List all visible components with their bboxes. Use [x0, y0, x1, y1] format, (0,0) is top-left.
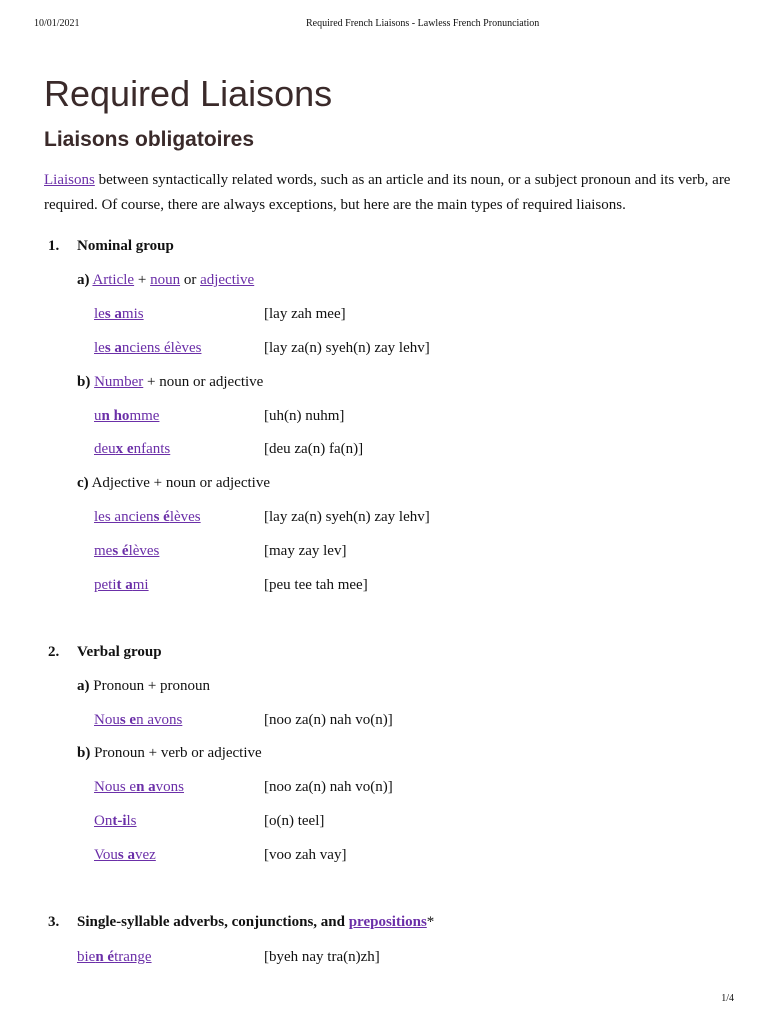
pronunciation: [noo za(n) nah vo(n)]	[264, 712, 393, 728]
or-text: or	[180, 272, 201, 288]
example-liaison: n a	[136, 779, 156, 795]
intro-paragraph	[44, 168, 734, 218]
section-1-title: Nominal group	[77, 238, 174, 254]
example-liaison: s é	[112, 543, 129, 559]
example-post: vez	[135, 847, 156, 863]
example-post: ls	[126, 813, 137, 829]
example-liaison: s e	[119, 712, 137, 728]
example-pre: Nous e	[94, 779, 137, 795]
example-pre: On	[94, 813, 113, 829]
example-link[interactable]	[94, 543, 159, 560]
example-liaison: n é	[95, 949, 115, 965]
pronunciation: [uh(n) nuhm]	[264, 408, 345, 424]
article-link[interactable]: Article	[92, 272, 135, 288]
example-link[interactable]	[94, 441, 170, 458]
example-link[interactable]	[94, 408, 159, 425]
print-date: 10/01/2021	[34, 18, 80, 29]
number-link[interactable]: Number	[94, 374, 144, 390]
section-1c-heading	[77, 475, 270, 492]
example-post: trange	[114, 949, 152, 965]
example-post: lèves	[169, 509, 201, 525]
sub-letter: b)	[77, 745, 91, 761]
page-title: Required Liaisons	[44, 73, 333, 114]
pronunciation: [lay zah mee]	[264, 306, 346, 322]
sub-text: Adjective + noun or adjective	[88, 475, 270, 491]
sub-letter: c)	[77, 475, 89, 491]
example-post: mis	[121, 306, 144, 322]
section-3-number: 3.	[48, 914, 60, 930]
intro-text: between syntactically related words, such as an article and its noun, or a subject pronoun and its verb, are required. Of course, there are always exceptions, but here are the main types of required liaisons.	[44, 172, 731, 213]
example-liaison: n ho	[101, 408, 130, 424]
section-2b-heading	[77, 745, 262, 762]
section-1-number: 1.	[48, 238, 60, 254]
sub-letter: b)	[77, 374, 91, 390]
example-liaison: s a	[104, 340, 122, 356]
sub-letter: a)	[77, 272, 90, 288]
section-3-title-text: Single-syllable adverbs, conjunctions, and	[77, 914, 349, 930]
example-post: n avons	[136, 712, 183, 728]
section-2a-heading	[77, 678, 210, 695]
pronunciation: [noo za(n) nah vo(n)]	[264, 779, 393, 795]
example-pre: deu	[94, 441, 116, 457]
example-liaison: t a	[116, 577, 133, 593]
example-link[interactable]	[94, 779, 184, 796]
asterisk: *	[426, 914, 435, 930]
section-1a-heading	[77, 272, 254, 289]
noun-link[interactable]: noun	[150, 272, 181, 288]
example-pre: me	[94, 543, 113, 559]
page-number: 1/4	[721, 993, 734, 1004]
example-post: nfants	[133, 441, 171, 457]
example-pre: le	[94, 340, 105, 356]
example-pre: peti	[94, 577, 117, 593]
example-pre: les ancien	[94, 509, 154, 525]
pronunciation: [byeh nay tra(n)zh]	[264, 949, 380, 965]
example-link[interactable]	[94, 306, 144, 323]
example-link[interactable]	[94, 509, 201, 526]
sub-text: Pronoun + pronoun	[89, 678, 211, 694]
pronunciation: [may zay lev]	[264, 543, 347, 559]
plus-text: +	[134, 272, 151, 288]
pronunciation: [peu tee tah mee]	[264, 577, 368, 593]
liaisons-link[interactable]: Liaisons	[44, 172, 95, 188]
section-2-number: 2.	[48, 644, 60, 660]
pronunciation: [deu za(n) fa(n)]	[264, 441, 364, 457]
example-liaison: s é	[153, 509, 170, 525]
example-post: mi	[132, 577, 149, 593]
example-post: mme	[129, 408, 160, 424]
adjective-link[interactable]: adjective	[200, 272, 255, 288]
example-post: lèves	[128, 543, 160, 559]
pronunciation: [lay za(n) syeh(n) zay lehv]	[264, 509, 430, 525]
example-post: vons	[155, 779, 185, 795]
example-liaison: s a	[104, 306, 122, 322]
pronunciation: [voo zah vay]	[264, 847, 347, 863]
example-pre: u	[94, 408, 102, 424]
section-1b-heading	[77, 374, 263, 391]
example-liaison: x e	[115, 441, 134, 457]
example-post: nciens élèves	[121, 340, 202, 356]
pronunciation: [lay za(n) syeh(n) zay lehv]	[264, 340, 430, 356]
print-title: Required French Liaisons - Lawless French Pronunciation	[306, 18, 540, 29]
example-liaison: s a	[117, 847, 135, 863]
example-link[interactable]	[77, 949, 152, 966]
prepositions-link[interactable]: prepositions	[348, 914, 427, 930]
example-pre: le	[94, 306, 105, 322]
sub-text: Pronoun + verb or adjective	[90, 745, 262, 761]
example-pre: Nou	[94, 712, 120, 728]
example-link[interactable]	[94, 813, 137, 830]
example-link[interactable]	[94, 340, 201, 357]
example-link[interactable]	[94, 847, 156, 864]
sub-letter: a)	[77, 678, 90, 694]
example-liaison: t-i	[112, 813, 127, 829]
page-subtitle: Liaisons obligatoires	[44, 128, 255, 151]
example-pre: Vou	[94, 847, 118, 863]
section-2-title: Verbal group	[77, 644, 162, 660]
pronunciation: [o(n) teel]	[264, 813, 325, 829]
example-link[interactable]	[94, 712, 182, 729]
example-link[interactable]	[94, 577, 149, 594]
sub-text: + noun or adjective	[143, 374, 264, 390]
example-pre: bie	[77, 949, 96, 965]
section-3-title	[77, 914, 434, 931]
